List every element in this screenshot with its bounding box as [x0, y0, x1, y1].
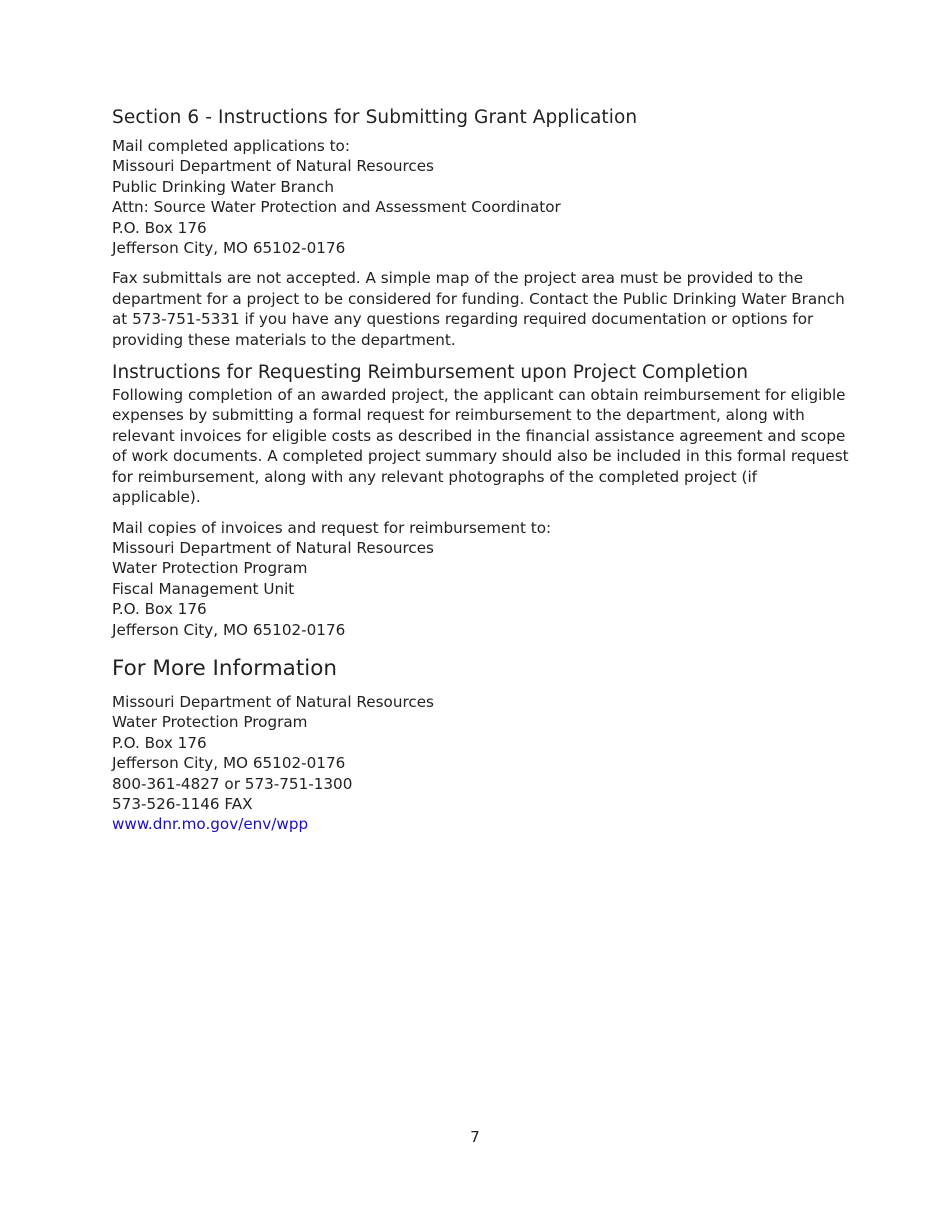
address-line: Attn: Source Water Protection and Assessment Coordinator [112, 198, 561, 217]
contact-line: Missouri Department of Natural Resources [112, 692, 434, 711]
address-line: Jefferson City, MO 65102-0176 [112, 620, 346, 639]
contact-line: Water Protection Program [112, 713, 308, 732]
fax-submittals-paragraph: Fax submittals are not accepted. A simple map of the project area must be provided to the department for a project to be considered for funding. Contact the Public Drinking Water Branch at 573-751-5331 if you have any questions regarding required documentation or options for providing these materials to the department. [112, 269, 845, 349]
more-information-heading: For More Information [112, 655, 338, 681]
reimbursement-paragraph: Following completion of an awarded project, the applicant can obtain reimbursement for eligible expenses by submitting a formal request for reimbursement to the department, along with relevant invoices for eligible costs as described in the financial assistance agreement and scope of work documents. A completed project summary should also be included in this formal request for reimbursement, along with any relevant photographs of the completed project (if applicable). [112, 386, 849, 507]
address-line: Mail copies of invoices and request for reimbursement to: [112, 518, 552, 537]
address-line: Water Protection Program [112, 559, 308, 578]
reimbursement-mailing-address [112, 518, 850, 640]
address-line: Public Drinking Water Branch [112, 177, 334, 196]
application-mailing-address [112, 136, 850, 258]
document-page [112, 104, 850, 845]
section-6-heading: Section 6 - Instructions for Submitting Grant Application [112, 107, 638, 128]
contact-line: P.O. Box 176 [112, 733, 207, 752]
address-line: P.O. Box 176 [112, 218, 207, 237]
page-number: 7 [470, 1128, 480, 1146]
fax-number: 573-526-1146 FAX [112, 794, 253, 813]
address-line: Mail completed applications to: [112, 137, 350, 155]
address-line: Missouri Department of Natural Resources [112, 157, 434, 176]
website-link[interactable]: www.dnr.mo.gov/env/wpp [112, 815, 309, 834]
address-line: Fiscal Management Unit [112, 579, 295, 598]
contact-information [112, 692, 850, 835]
address-line: P.O. Box 176 [112, 600, 207, 619]
address-line: Missouri Department of Natural Resources [112, 538, 434, 557]
phone-numbers: 800-361-4827 or 573-751-1300 [112, 774, 353, 793]
contact-line: Jefferson City, MO 65102-0176 [112, 754, 346, 773]
reimbursement-heading: Instructions for Requesting Reimbursement upon Project Completion [112, 362, 748, 384]
address-line: Jefferson City, MO 65102-0176 [112, 239, 346, 258]
